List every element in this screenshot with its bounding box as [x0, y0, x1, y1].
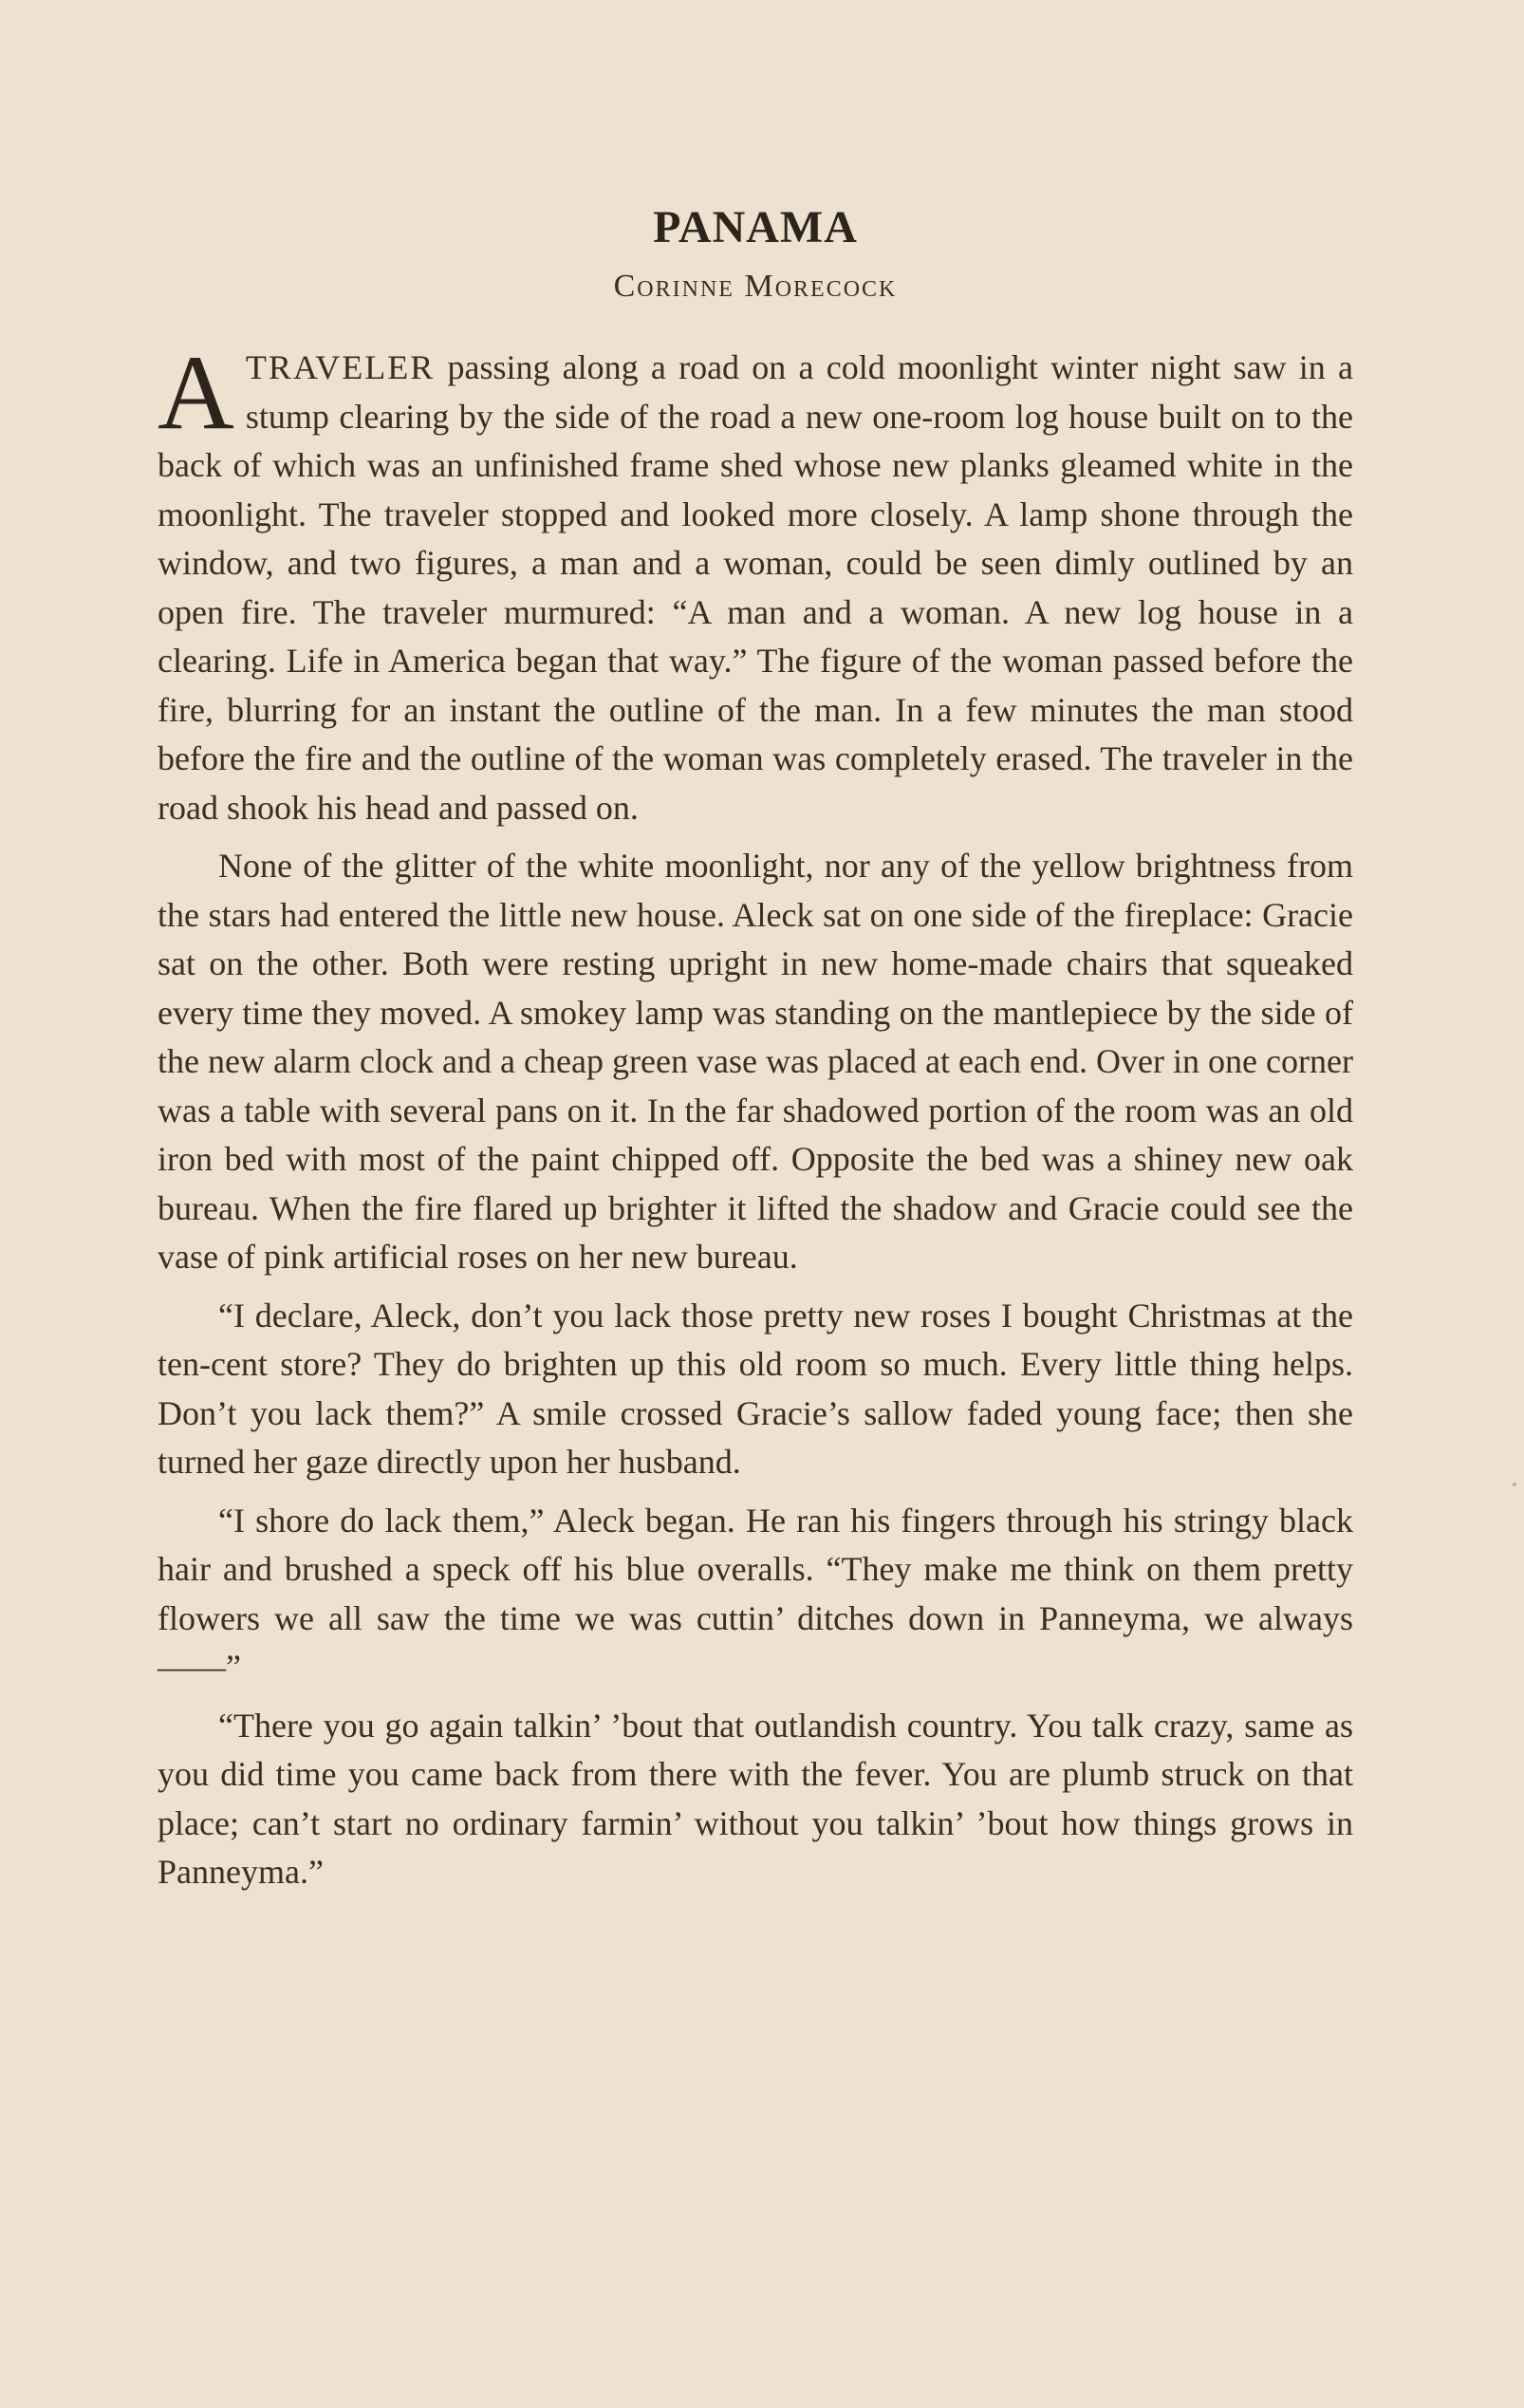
story-title: PANAMA — [653, 202, 858, 252]
paragraph-2 — [158, 842, 1353, 1282]
paragraph-3 — [158, 1292, 1353, 1487]
story-body — [158, 334, 1353, 1897]
opening-word: TRAVELER — [245, 348, 436, 386]
paragraph-text: “There you go again talkin’ ’bout that outlandish country. You talk crazy, same as you did time you came back from there with the fever. You are plumb struck on that place; can’t start no ordinary farmin’ without you talkin’ ’bout how things grows in Panneyma.” — [158, 1706, 1353, 1891]
paragraph-text: passing along a road on a cold moonlight winter night saw in a stump clearing by the side of the road a new one-room log house built on to the back of which was an unfinished frame shed whose new planks gleamed white in the moonlight. The traveler stopped and looked more closely. A lamp shone through the window, and two figures, a man and a woman, could be seen dimly outlined by an open fire. The traveler murmured: “A man and a woman. A new log house in a clearing. Life in America began that way.” The figure of the woman passed before the fire, blurring for an instant the outline of the man. In a few minutes the man stood before the fire and the outline of the woman was completely erased. The traveler in the road shook his head and passed on. — [158, 348, 1353, 827]
book-page — [158, 199, 1353, 1907]
paragraph-5 — [158, 1702, 1353, 1897]
paragraph-text: None of the glitter of the white moonlight, nor any of the yellow brightness from the stars had entered the little new house. Aleck sat on one side of the fireplace: Gracie sat on the other. Both were resting upright in new home-made chairs that squeaked every time they moved. A smokey lamp was standing on the mantlepiece by the side of the new alarm clock and a cheap green vase was placed at each end. Over in one corner was a table with several pans on it. In the far shadowed portion of the room was an old iron bed with most of the paint chipped off. Opposite the bed was a shiney new oak bureau. When the fire flared up brighter it lifted the shadow and Gracie could see the vase of pink artificial roses on her new bureau. — [158, 847, 1353, 1276]
paragraph-1 — [158, 334, 1353, 832]
drop-cap: A — [158, 334, 234, 452]
paragraph-text: “I declare, Aleck, don’t you lack those pretty new roses I bought Christmas at the ten-cent store? They do brighten up this old room so much. Every little thing helps. Don’t you lack them?” A smile crossed Gracie’s sallow faded young face; then she turned her gaze directly upon her husband. — [158, 1296, 1353, 1481]
paragraph-4 — [158, 1497, 1353, 1692]
scan-speck — [1513, 1483, 1516, 1486]
paragraph-text: “I shore do lack them,” Aleck began. He ran his fingers through his stringy black hair and brushed a speck off his blue overalls. “They make me think on them pretty flowers we all saw the time we was cuttin’ ditches down in Panneyma, we always——” — [158, 1501, 1353, 1686]
author-name: Corinne Morecock — [613, 269, 898, 304]
